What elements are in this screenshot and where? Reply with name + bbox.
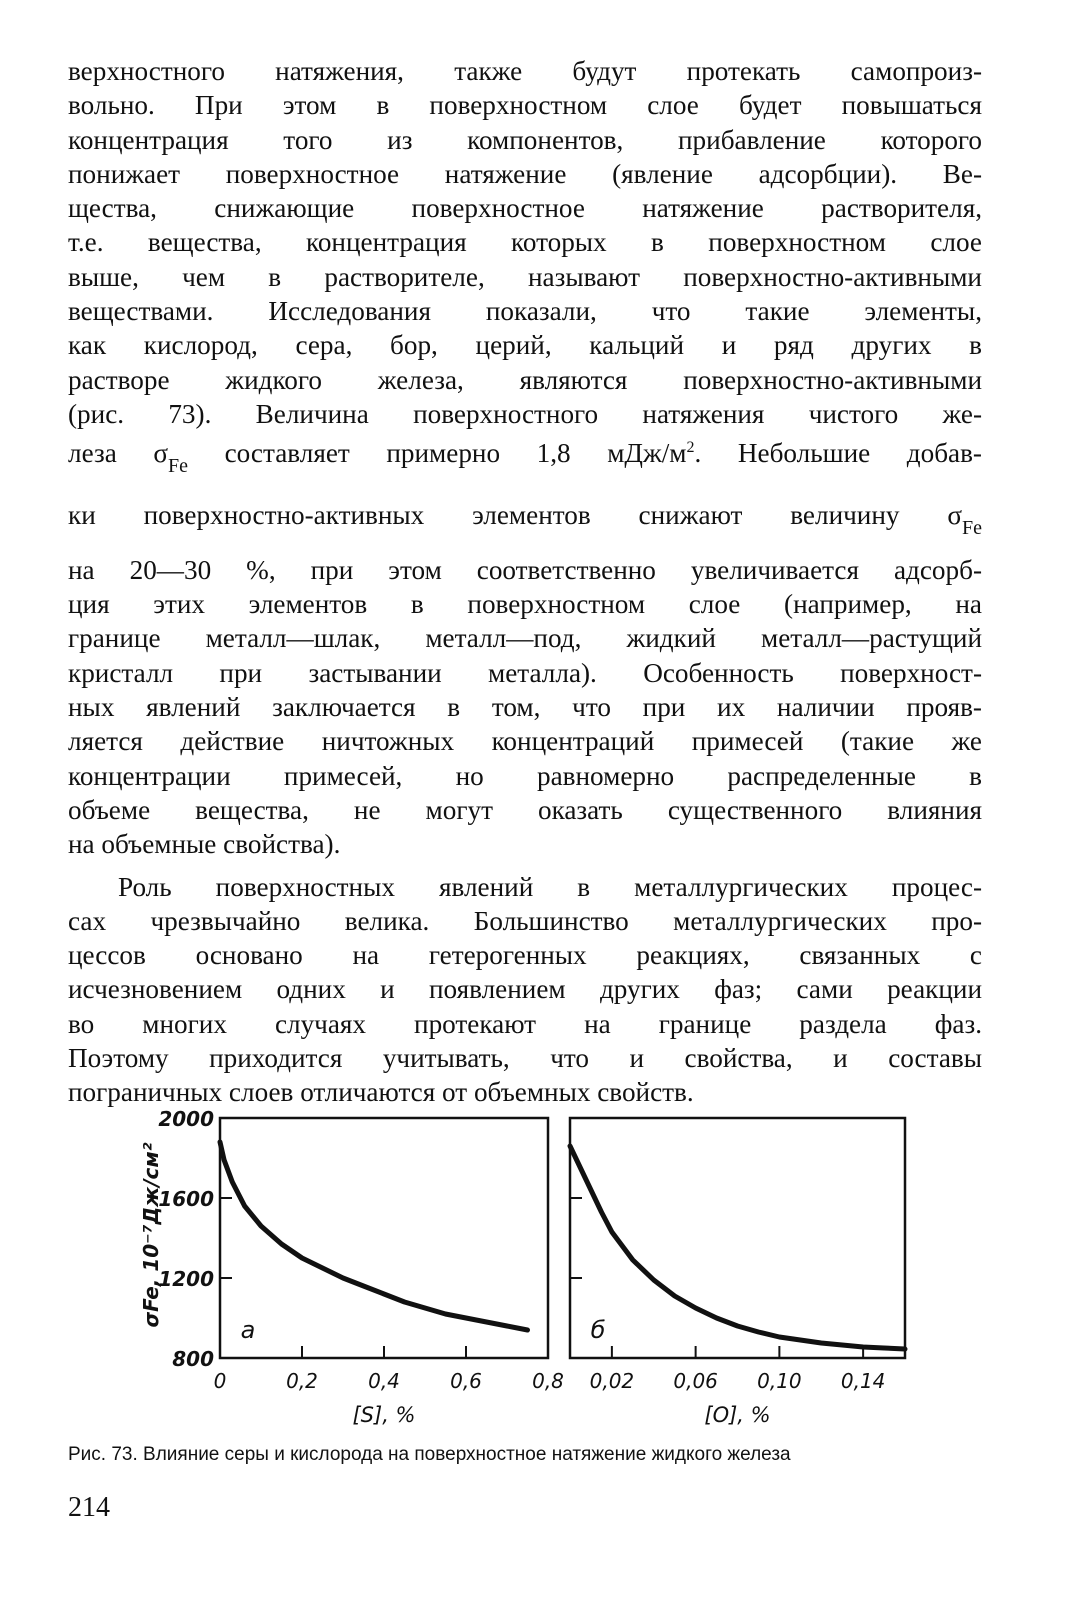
data-point	[220, 1142, 221, 1143]
data-point	[905, 1349, 906, 1350]
figure-charts	[0, 1105, 1070, 1435]
x-axis-label: [O], %	[704, 1403, 771, 1427]
data-point	[486, 1322, 487, 1323]
y-axis-label: σFe, 10⁻⁷Дж/см²	[139, 1142, 163, 1328]
text-line: концентрации примесей, но равномерно распределенные в	[68, 760, 982, 791]
x-tick-label: 0,10	[757, 1369, 802, 1393]
x-axis-label: [S], %	[352, 1403, 416, 1427]
data-point	[632, 1260, 633, 1261]
x-tick-label: 0,06	[673, 1369, 718, 1393]
text-line-sigma-2: ки поверхностно-активных элементов снижают величину $\sigma_{Fe}$	[68, 499, 982, 539]
data-point	[404, 1302, 405, 1303]
figure-caption: Рис. 73. Влияние серы и кислорода на поверхностное натяжение жидкого железа	[68, 1444, 791, 1465]
text-line: ных явлений заключается в том, что при их наличии прояв-	[68, 692, 982, 723]
paragraph-1	[68, 54, 982, 431]
data-point	[863, 1347, 864, 1348]
data-point	[343, 1278, 344, 1279]
paragraph-1-continued	[68, 553, 982, 862]
text-line: выше, чем в растворителе, называют поверхностно-активными	[68, 261, 982, 292]
data-point	[232, 1182, 233, 1183]
data-point	[716, 1318, 717, 1319]
data-point	[322, 1268, 323, 1269]
text-line: ляется действие ничтожных концентраций примесей (такие же	[68, 726, 982, 757]
y-tick-label: 2000	[158, 1107, 214, 1131]
text-line: на объемные свойства).	[68, 829, 341, 860]
data-point	[363, 1286, 364, 1287]
text-line: ция этих элементов в поверхностном слое (например, на	[68, 589, 982, 620]
data-point	[611, 1232, 612, 1233]
data-point	[758, 1332, 759, 1333]
text-line: т.е. вещества, концентрация которых в поверхностном слое	[68, 227, 982, 258]
x-tick-label: 0,4	[368, 1369, 400, 1393]
text-line: как кислород, сера, бор, церий, кальций и ряд других в	[68, 330, 982, 361]
data-point	[384, 1294, 385, 1295]
data-series-curve-2	[570, 1146, 905, 1349]
text-line: (рис. 73). Величина поверхностного натяжения чистого же-	[68, 398, 982, 429]
x-tick-label: 0,2	[286, 1369, 318, 1393]
y-tick-label: 800	[172, 1347, 214, 1371]
body-text	[68, 54, 982, 1110]
text-line: объеме вещества, не могут оказать существенного влияния	[68, 794, 982, 825]
data-point	[580, 1168, 581, 1169]
data-point	[821, 1343, 822, 1344]
data-point	[695, 1308, 696, 1309]
text-line: Поэтому приходится учитывать, что и свойства, и составы	[68, 1043, 982, 1074]
text-line: концентрация того из компонентов, прибавление которого	[68, 124, 982, 155]
text-line: кристалл при застывании металла). Особенность поверхност-	[68, 657, 982, 688]
data-point	[425, 1308, 426, 1309]
text-line: верхностного натяжения, также будут протекать самопроиз-	[68, 56, 982, 86]
text-line-sigma-1: леза $\sigma_{Fe}$ составляет примерно 1,8 мДж/$м^2$. Небольшие добав-	[68, 438, 982, 478]
text-line: пограничных слоев отличаются от объемных свойств.	[68, 1077, 694, 1108]
plot-frame-2	[570, 1118, 905, 1358]
data-point	[884, 1348, 885, 1349]
text-line: Роль поверхностных явлений в металлургических процес-	[118, 871, 982, 902]
figure-73	[0, 1105, 1070, 1435]
data-point	[466, 1318, 467, 1319]
text-line: щества, снижающие поверхностное натяжение растворителя,	[68, 193, 982, 224]
data-point	[302, 1258, 303, 1259]
data-point	[737, 1326, 738, 1327]
x-tick-label: 0,8	[532, 1369, 564, 1393]
data-point	[244, 1206, 245, 1207]
data-point	[281, 1244, 282, 1245]
data-point	[590, 1190, 591, 1191]
x-tick-label: 0,14	[840, 1369, 886, 1393]
data-point	[779, 1337, 780, 1338]
y-tick-label: 1200	[158, 1267, 214, 1291]
data-series-curve-1	[220, 1142, 528, 1330]
data-point	[224, 1160, 225, 1161]
panel-label: а	[240, 1316, 256, 1344]
text-line: веществами. Исследования показали, что такие элементы,	[68, 296, 982, 327]
data-point	[445, 1314, 446, 1315]
data-point	[507, 1326, 508, 1327]
data-point	[674, 1296, 675, 1297]
page-number: 214	[68, 1492, 110, 1523]
text-line: сах чрезвычайно велика. Большинство металлургических про-	[68, 905, 982, 936]
y-tick-label: 1600	[158, 1187, 214, 1211]
data-point	[842, 1345, 843, 1346]
data-point	[653, 1280, 654, 1281]
text-line: границе металл—шлак, металл—под, жидкий металл—растущий	[68, 623, 982, 654]
data-point	[527, 1330, 528, 1331]
text-line: вольно. При этом в поверхностном слое будет повышаться	[68, 90, 982, 121]
x-tick-label: 0,02	[589, 1369, 635, 1393]
text-line: во многих случаях протекают на границе раздела фаз.	[68, 1008, 982, 1039]
text-line: растворе жидкого железа, являются поверхностно-активными	[68, 364, 982, 395]
x-tick-label: 0	[213, 1369, 227, 1393]
text-line: исчезновением одних и появлением других фаз; сами реакции	[68, 974, 982, 1005]
text-line: на 20—30 %, при этом соответственно увеличивается адсорб-	[68, 554, 982, 585]
panel-label: б	[590, 1316, 606, 1344]
data-point	[800, 1340, 801, 1341]
data-point	[601, 1212, 602, 1213]
x-tick-label: 0,6	[450, 1369, 482, 1393]
data-point	[261, 1226, 262, 1227]
data-point	[570, 1146, 571, 1147]
text-line: понижает поверхностное натяжение (явление адсорбции). Ве-	[68, 158, 982, 189]
paragraph-2	[68, 870, 982, 1110]
text-line: цессов основано на гетерогенных реакциях, связанных с	[68, 940, 982, 971]
